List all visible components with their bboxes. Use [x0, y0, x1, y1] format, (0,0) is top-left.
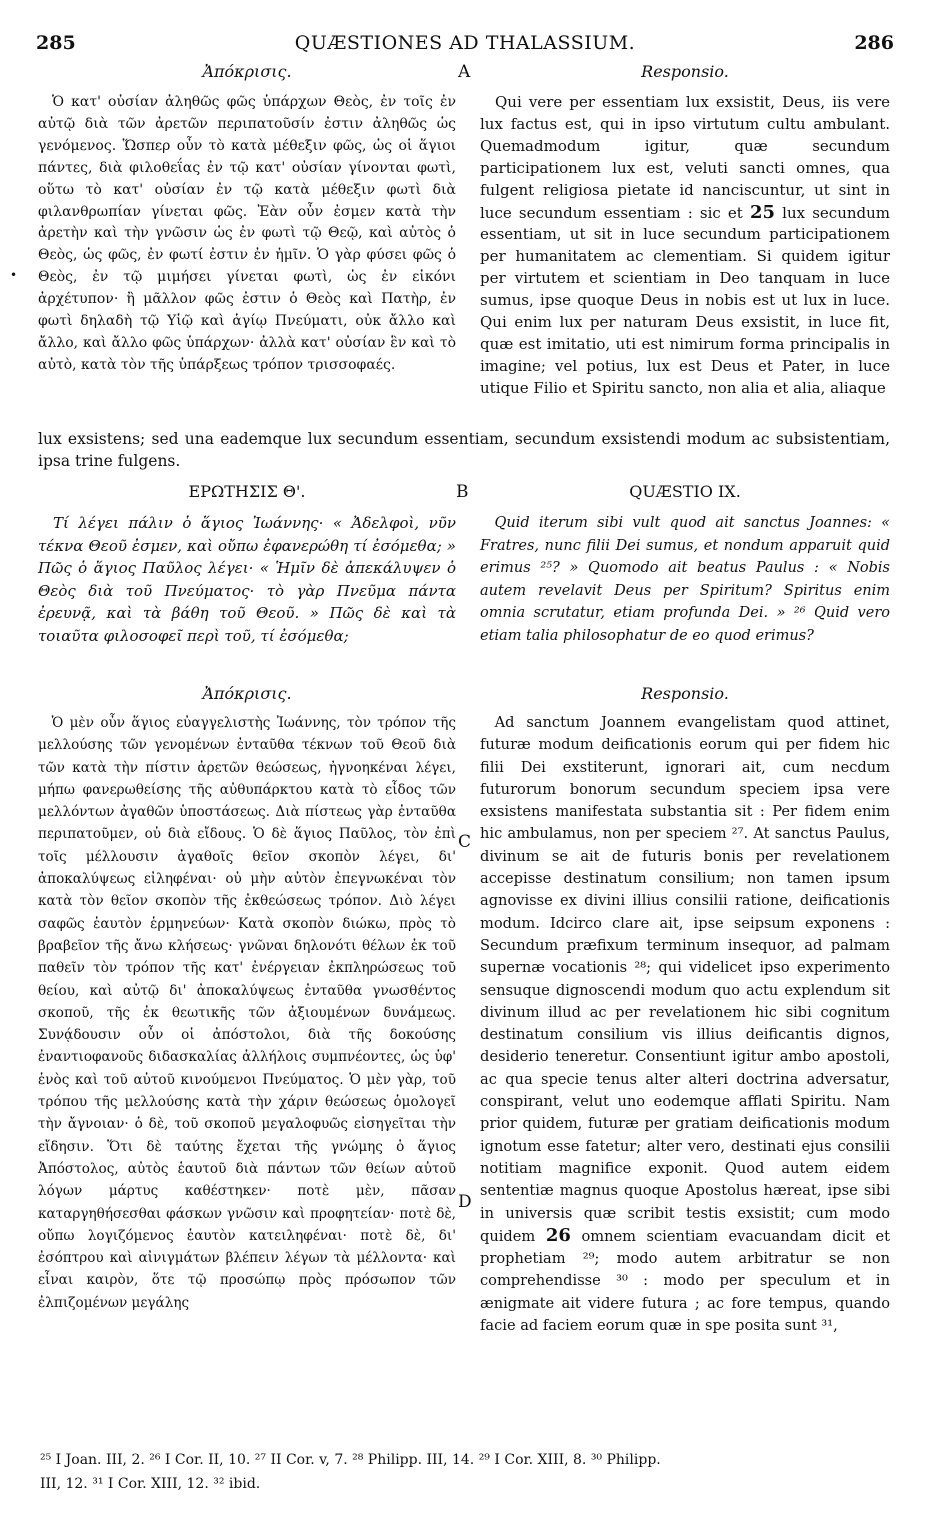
page-header	[36, 32, 894, 58]
latin-response-heading-2: Responsio.	[641, 684, 729, 703]
footnote-line: III, 12. ³¹ I Cor. XIII, 12. ³² ibid.	[40, 1476, 261, 1492]
latin-paragraph: Qui vere per essentiam lux exsistit, Deus, iis vere lux factus est, qui in ipso virtutum cultu ambulant. Quemadmodum igitur, quæ secundum participationem lux est, veluti sancti omnes, qua fulgent religiosa pietate id nanciscuntur, ut sint in luce secundum essentiam : sic et 25 lux secundum essentiam, ut sit in luce secundum participationem per humanitatem ac clementiam. Si quidem igitur per virtutem et scientiam in Deo tanquam in luce sumus, ipse quoque Deus in nobis est ut lux in luce. Qui enim lux per naturam Deus exsistit, in luce fit, quæ est imitatio, uti est nimirum forma principalis in imagine; vel potius, lux est Deus et Pater, in luce utique Filio et Spiritu sancto, non alia et alia, aliaque	[480, 93, 891, 397]
full-width-continuation	[38, 428, 890, 472]
latin-question-text: Quid iterum sibi vult quod ait sanctus Joannes: « Fratres, nunc filii Dei sumus, et nondum apparuit quid erimus ²⁵? » Quomodo ait beatus Paulus : « Nobis autem revelavit Deus per Spiritum? Spiritus enim omnia scrutatur, etiam profunda Dei. » ²⁶ Quid vero etiam talia philosophatur de eo quod erimus?	[480, 515, 890, 644]
greek-paragraph: Ὁ μὲν οὖν ἅγιος εὐαγγελιστὴς Ἰωάννης, τὸν τρόπον τῆς μελλούσης τῶν γενομένων ἐνταῦθα τέκνων τοῦ Θεοῦ διὰ τῶν κατὰ τὴν πίστιν ἀρετῶν θεώσεως, ἠγνοηκέναι λέγει, μήπω φανερωθείσης τῆς αὐθυπάρκτου κατὰ τὸ εἶδος τῶν μελλόντων ἀγαθῶν ὑποστάσεως. Διὰ πίστεως γὰρ ἐνταῦθα περιπατοῦμεν, οὐ διὰ εἴδους. Ὁ δὲ ἅγιος Παῦλος, τὸν ἐπὶ τοῖς μέλλουσιν ἀγαθοῖς θεῖον σκοπὸν λέγει, δι' ἀποκαλύψεως εἰληφέναι· οὐ μὴν αὐτὸν ἐπεγνωκέναι τὸν κατὰ τὸν θεῖον σκοπὸν τῆς ἐκθεώσεως τρόπον. Διὸ λέγει σαφῶς ἑαυτὸν ἑρμηνεύων· Κατὰ σκοπὸν διώκω, πρὸς τὸ βραβεῖον τῆς ἄνω κλήσεως· γνῶναι δηλονότι θέλων ἐκ τοῦ παθεῖν τὸν τρόπον τῆς κατ' ἐνέργειαν ἐκπληρώσεως τοῦ θείου, καὶ αὐτῷ δι' ἀποκαλύψεως ἐνταῦθα γνωσθέντος σκοποῦ, τῆς ἐκ θεωτικῆς τῶν ἀξιουμένων δυνάμεως. Συνᾴδουσιν οὖν οἱ ἀπόστολοι, διὰ τῆς δοκούσης ἐναντιοφανοῦς διδασκαλίας ἀλλήλοις συμπνέοντες, ὡς ὑφ' ἑνὸς καὶ τοῦ αὐτοῦ κινούμενοι Πνεύματος. Ὁ μὲν γὰρ, τοῦ τρόπου τῆς μελλούσης κατὰ τὴν χάριν θεώσεως ὁμολογεῖ τὴν ἄγνοιαν· ὁ δὲ, τοῦ σκοποῦ μεγαλοφυῶς εἰσηγεῖται τὴν εἴδησιν. Ὅτι δὲ ταύτης ἔχεται τῆς γνώμης ὁ ἅγιος Ἀπόστολος, αὐτὸς ἑαυτοῦ διὰ πάντων τῶν θείων αὐτοῦ λόγων μάρτυς καθέστηκεν· ποτὲ μὲν, πᾶσαν καταργηθήσεσθαι φάσκων γνῶσιν καὶ προφητείαν· ποτὲ δὲ, οὔπω λογιζόμενος ἑαυτὸν κατειληφέναι· ποτὲ δὲ, δι' ἐσόπτρου καὶ αἰνιγμάτων βλέπειν λέγων τὰ μέλλοντα· καὶ εἶναι καιρὸν, ὅτε τῷ προσώπῳ πρὸς πρόσωπον τῶν ἐλπιζομένων μεγάλης	[38, 715, 456, 1311]
latin-question-heading: QUÆSTIO IX.	[629, 482, 741, 501]
section-marker-b: B	[456, 482, 469, 502]
greek-paragraph: Ὁ κατ' οὐσίαν ἀληθῶς φῶς ὑπάρχων Θεὸς, ἐν τοῖς ἐν αὐτῷ διὰ τῶν ἀρετῶν περιπατοῦσίν ἐστιν ἀληθῶς ὡς γενόμενος. Ὥσπερ οὖν τὸ κατὰ μέθεξιν φῶς, ὡς οἱ ἅγιοι πάντες, διὰ φιλοθεΐας ἐν τῷ κατ' οὐσίαν γίνονται φωτὶ, οὕτω τὸ κατ' οὐσίαν ἐν τῷ κατὰ μέθεξιν φωτὶ διὰ φιλανθρωπίαν γίνεται φῶς. Ἐὰν οὖν ἐσμεν κατὰ τὴν ἀρετὴν καὶ τὴν γνῶσιν ὡς ἐν φωτὶ τῷ Θεῷ, καὶ αὐτὸς ὁ Θεὸς, ὡς φῶς, ἐν φωτί ἐστιν ἐν ἡμῖν. Ὁ γὰρ φύσει φῶς ὁ Θεὸς, ἐν τῷ μιμήσει γίνεται φωτὶ, ὡς ἐν εἰκόνι ἀρχέτυπον· ἢ μᾶλλον φῶς ἐστιν ὁ Θεὸς καὶ Πατὴρ, ἐν φωτὶ δηλαδὴ τῷ Υἱῷ καὶ ἁγίῳ Πνεύματι, οὐκ ἄλλο καὶ ἄλλο, καὶ ἄλλο φῶς ὑπάρχων· ἀλλὰ κατ' οὐσίαν ἓν καὶ τὸ αὐτὸ, κατὰ τὸν τῆς ὑπάρξεως τρόπον τρισσοφαές.	[38, 94, 456, 373]
greek-question-text: Τί λέγει πάλιν ὁ ἅγιος Ἰωάννης· « Ἀδελφοὶ, νῦν τέκνα Θεοῦ ἐσμεν, καὶ οὔπω ἐφανερώθη τί ἐσόμεθα; » Πῶς ὁ ἅγιος Παῦλος λέγει· « Ἡμῖν δὲ ἀπεκάλυψεν ὁ Θεὸς διὰ τοῦ Πνεύματος· τὸ γὰρ Πνεῦμα πάντα ἐρευνᾷ, καὶ τὰ βάθη τοῦ Θεοῦ. » Πῶς δὲ καὶ τὰ τοιαῦτα φιλοσοφεῖ περὶ τοῦ, τί ἐσόμεθα;	[38, 514, 456, 645]
footnotes	[40, 1448, 896, 1496]
section-marker-c: C	[458, 832, 472, 852]
page-number-left: 285	[36, 32, 76, 54]
greek-question-column	[38, 512, 456, 682]
latin-paragraph: Ad sanctum Joannem evangelistam quod attinet, futuræ modum deificationis eorum qui per fidem hic filii Dei exstiterunt, ignorari ait, cum necdum futurorum bonorum secundum speciem ipsa vere exsistens manifestata substantia sit : Per fidem enim hic ambulamus, non per speciem ²⁷. At sanctus Paulus, divinum se ait de futuris bonis per revelationem accepisse destinatum consilium; non tamen ipsum agnovisse ex divini illius consilii ratione, deificationis modum. Idcirco clare ait, ipse seipsum exponens : Secundum præfixum terminum insequor, ad palmam supernæ vocationis ²⁸; qui videlicet ipso experimento sensuque dignoscendi modum quo actu explendum sit divinum illud ac per revelationem hic sibi cognitum destinatum consilium vis illius deificantis dignos, desiderio teneretur. Consentiunt igitur ambo apostoli, ac qua specie tenus alter alteri doctrina adversatur, conspirant, velut uno eodemque afflati Spiritu. Nam prior quidem, futuræ per gratiam deificationis modum ignotum esse fatetur; alter vero, destinati ejus consilii notitiam magnifice exponit. Quod autem eidem sententiæ magnus quoque Apostolus hæreat, ipse sibi in universis quæ scribit testis exsistit; cum modo quidem 26 omnem scientiam evacuandam dicit et prophetiam ²⁹; modo autem arbitratur se non comprehendisse ³⁰ : modo per speculum et in ænigmate ait videre futura ; ac fore tempus, quando facie ad faciem eorum quæ in spe posita sunt ³¹,	[480, 714, 891, 1335]
greek-response-heading-2: Ἀπόκρισις.	[202, 684, 292, 703]
greek-question-heading: ΕΡΩΤΗΣΙΣ Θ'.	[188, 482, 306, 501]
latin-question-column	[480, 512, 890, 652]
continuation-text: lux exsistens; sed una eademque lux secundum essentiam, secundum exsistendi modum ac subsistentiam, ipsa trine fulgens.	[38, 430, 890, 470]
latin-response-heading-1: Responsio.	[641, 62, 729, 81]
greek-column-1	[38, 92, 456, 424]
latin-column-1	[480, 92, 890, 428]
greek-column-2	[38, 712, 456, 1412]
latin-column-2	[480, 712, 890, 1412]
page-number-right: 286	[854, 32, 894, 54]
section-marker-d: D	[458, 1192, 472, 1212]
greek-response-heading-1: Ἀπόκρισις.	[202, 62, 292, 81]
column-number: 26	[545, 1224, 571, 1246]
column-number: 25	[749, 201, 776, 223]
footnote-line: ²⁵ I Joan. III, 2. ²⁶ I Cor. II, 10. ²⁷ II Cor. v, 7. ²⁸ Philipp. III, 14. ²⁹ I Cor. XIII, 8. ³⁰ Philipp.	[40, 1452, 661, 1468]
running-title: QUÆSTIONES AD THALASSIUM.	[294, 32, 636, 54]
margin-mark: •	[10, 268, 18, 282]
section-marker-a: A	[458, 62, 471, 82]
